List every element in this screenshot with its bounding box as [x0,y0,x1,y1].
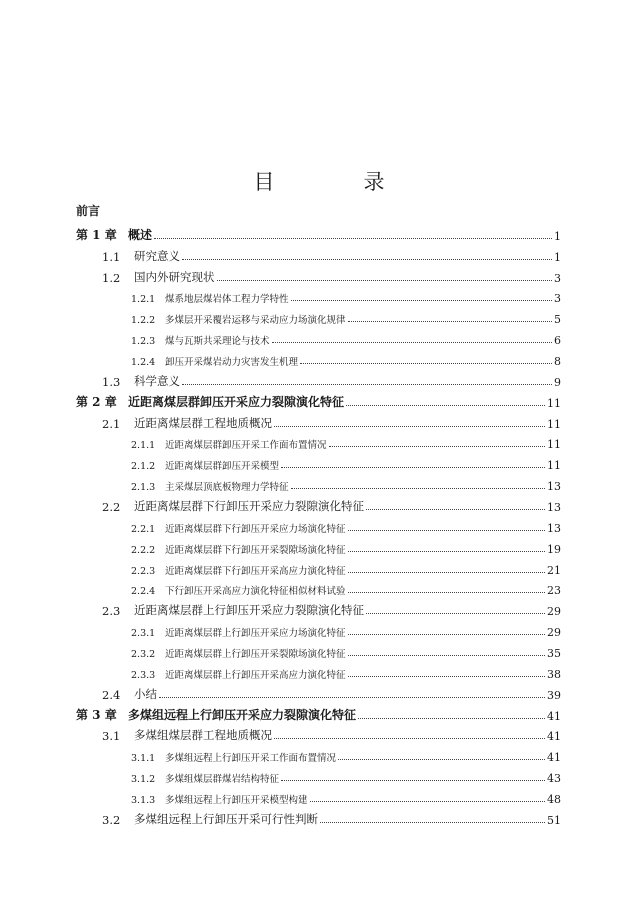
toc-section[interactable] [76,723,561,744]
toc-leader [338,759,545,760]
toc-number: 2.1.3 [131,482,156,494]
toc-leader [274,426,545,427]
toc-leader [159,697,545,698]
toc-number: 1.2.4 [131,357,156,369]
toc-label: 概述 [128,227,153,242]
toc-label: 近距离煤层群卸压开采模型 [165,461,280,473]
toc-subsection[interactable] [76,326,561,347]
preface-entry[interactable]: 前言 [76,204,101,218]
toc-leader [182,384,552,385]
toc-leader [182,259,552,260]
toc-label: 科学意义 [134,373,180,388]
toc-page-number: 35 [547,647,561,661]
toc-label: 近距离煤层群卸压开采工作面布置情况 [165,440,327,452]
toc-page-number: 41 [547,709,561,723]
toc-page-number: 9 [554,375,561,389]
toc-label: 下行卸压开采高应力演化特征相似材料试验 [165,586,346,598]
toc-leader [348,634,545,635]
toc-number: 1.2.3 [131,336,156,348]
toc-number: 第 2 章 [76,394,117,409]
toc-label: 近距离煤层群工程地质概况 [134,415,272,430]
toc-subsection[interactable] [76,785,561,806]
toc-subsection[interactable] [76,764,561,785]
toc-label: 国内外研究现状 [134,269,215,284]
toc-leader [272,342,552,343]
toc-page-number: 29 [547,605,561,619]
toc-number: 3.2 [102,812,121,827]
toc-label: 煤系地层煤岩体工程力学特性 [165,294,289,306]
toc-leader [310,801,545,802]
toc-number: 2.4 [102,687,121,702]
toc-page-number: 13 [547,480,561,494]
toc-section[interactable] [76,368,561,389]
toc-section[interactable] [76,597,561,618]
toc-subsection[interactable] [76,347,561,368]
toc-label: 近距离煤层群上行卸压开采应力场演化特征 [165,628,346,640]
toc-page-number: 21 [547,563,561,577]
toc-subsection[interactable] [76,618,561,639]
toc-number: 1.2.2 [131,315,156,327]
toc-subsection[interactable] [76,472,561,493]
toc-page-number: 11 [547,417,561,431]
toc-number: 3.1.2 [131,774,156,786]
toc-page-number: 13 [547,521,561,535]
toc-page-number: 1 [554,229,561,243]
toc-label: 多煤组远程上行卸压开采应力裂隙演化特征 [128,707,357,722]
toc-label: 近距离煤层群上行卸压开采裂隙场演化特征 [165,649,346,661]
toc-label: 小结 [134,686,157,701]
toc-leader [348,572,545,573]
toc-label: 多煤组远程上行卸压开采工作面布置情况 [165,753,337,765]
toc-number: 2.3.3 [131,669,156,681]
toc-number: 第 1 章 [76,227,117,242]
toc-chapter[interactable] [76,389,561,410]
toc-number: 2.2.4 [131,586,156,598]
toc-chapter[interactable] [76,702,561,723]
toc-number: 2.3.2 [131,649,156,661]
toc-section[interactable] [76,493,561,514]
toc-label: 近距离煤层群卸压开采应力裂隙演化特征 [128,394,345,409]
toc-label: 煤与瓦斯共采理论与技术 [165,336,270,348]
toc-number: 2.1 [102,416,121,431]
toc-leader [348,321,552,322]
toc-label: 多煤组煤层群工程地质概况 [134,728,272,743]
toc-page-number: 19 [547,542,561,556]
toc-subsection[interactable] [76,535,561,556]
toc-page-number: 11 [547,396,561,410]
toc-page-number: 51 [547,813,561,827]
toc-number: 2.2.2 [131,544,156,556]
toc-label: 主采煤层顶底板物理力学特征 [165,482,289,494]
toc-leader [281,780,545,781]
toc-label: 近距离煤层群下行卸压开采裂隙场演化特征 [165,544,346,556]
toc-leader [366,509,545,510]
toc-leader [348,592,545,593]
toc-leader [274,738,545,739]
toc-subsection[interactable] [76,305,561,326]
toc-label: 近距离煤层群上行卸压开采应力裂隙演化特征 [134,603,364,618]
toc-subsection[interactable] [76,431,561,452]
toc-leader [300,363,552,364]
toc-label: 多煤层开采覆岩运移与采动应力场演化规律 [165,315,346,327]
toc-page-number: 38 [547,667,561,681]
toc-number: 1.2 [102,270,121,285]
toc-section[interactable] [76,681,561,702]
toc-number: 3.1 [102,729,121,744]
toc-leader [346,405,545,406]
toc-section[interactable] [76,410,561,431]
toc-number: 2.2.1 [131,523,156,535]
toc-number: 3.1.3 [131,795,156,807]
toc-leader [291,300,552,301]
table-of-contents [76,222,561,827]
toc-leader [358,718,545,719]
toc-number: 2.1.2 [131,461,156,473]
toc-page-number: 29 [547,626,561,640]
toc-label: 近距离煤层群下行卸压开采应力场演化特征 [165,523,346,535]
toc-number: 1.1 [102,249,121,264]
toc-page-number: 3 [554,271,561,285]
toc-label: 多煤组煤层群煤岩结构特征 [165,774,280,786]
toc-section[interactable] [76,264,561,285]
toc-page-number: 3 [554,292,561,306]
toc-number: 2.2.3 [131,565,156,577]
toc-subsection[interactable] [76,577,561,598]
toc-number: 2.3.1 [131,628,156,640]
toc-number: 2.3 [102,604,121,619]
toc-leader [348,551,545,552]
toc-page-number: 41 [547,730,561,744]
toc-leader [154,238,552,239]
toc-page-number: 48 [547,793,561,807]
toc-label: 多煤组远程上行卸压开采模型构建 [165,795,308,807]
toc-subsection[interactable] [76,514,561,535]
toc-label: 近距离煤层群下行卸压开采高应力演化特征 [165,565,346,577]
toc-leader [348,530,545,531]
toc-page-number: 13 [547,501,561,515]
toc-subsection[interactable] [76,743,561,764]
toc-leader [291,488,545,489]
toc-section[interactable] [76,806,561,827]
toc-leader [348,676,545,677]
toc-label: 研究意义 [134,248,180,263]
toc-leader [366,613,545,614]
toc-page-number: 1 [554,250,561,264]
toc-subsection[interactable] [76,639,561,660]
toc-leader [217,280,553,281]
toc-section[interactable] [76,243,561,264]
toc-number: 2.2 [102,500,121,515]
toc-leader [320,822,545,823]
toc-page-number: 43 [547,772,561,786]
toc-number: 2.1.1 [131,440,156,452]
toc-subsection[interactable] [76,285,561,306]
toc-label: 多煤组远程上行卸压开采可行性判断 [134,811,318,826]
toc-leader [348,655,545,656]
toc-page-number: 5 [554,313,561,327]
toc-page-number: 6 [554,334,561,348]
toc-chapter[interactable] [76,222,561,243]
toc-number: 3.1.1 [131,753,156,765]
toc-subsection[interactable] [76,451,561,472]
toc-page-number: 11 [547,459,561,473]
toc-number: 1.3 [102,374,121,389]
toc-page-number: 39 [547,688,561,702]
toc-leader [329,446,545,447]
toc-label: 近距离煤层群下行卸压开采应力裂隙演化特征 [134,499,364,514]
toc-page-number: 23 [547,584,561,598]
toc-page-number: 41 [547,751,561,765]
page-title: 目 录 [253,170,419,195]
toc-subsection[interactable] [76,660,561,681]
toc-leader [281,467,545,468]
toc-subsection[interactable] [76,556,561,577]
toc-number: 第 3 章 [76,707,117,722]
toc-page-number: 8 [554,355,561,369]
toc-label: 卸压开采煤岩动力灾害发生机理 [165,357,299,369]
toc-label: 近距离煤层群上行卸压开采高应力演化特征 [165,669,346,681]
toc-page-number: 11 [547,438,561,452]
toc-number: 1.2.1 [131,294,156,306]
